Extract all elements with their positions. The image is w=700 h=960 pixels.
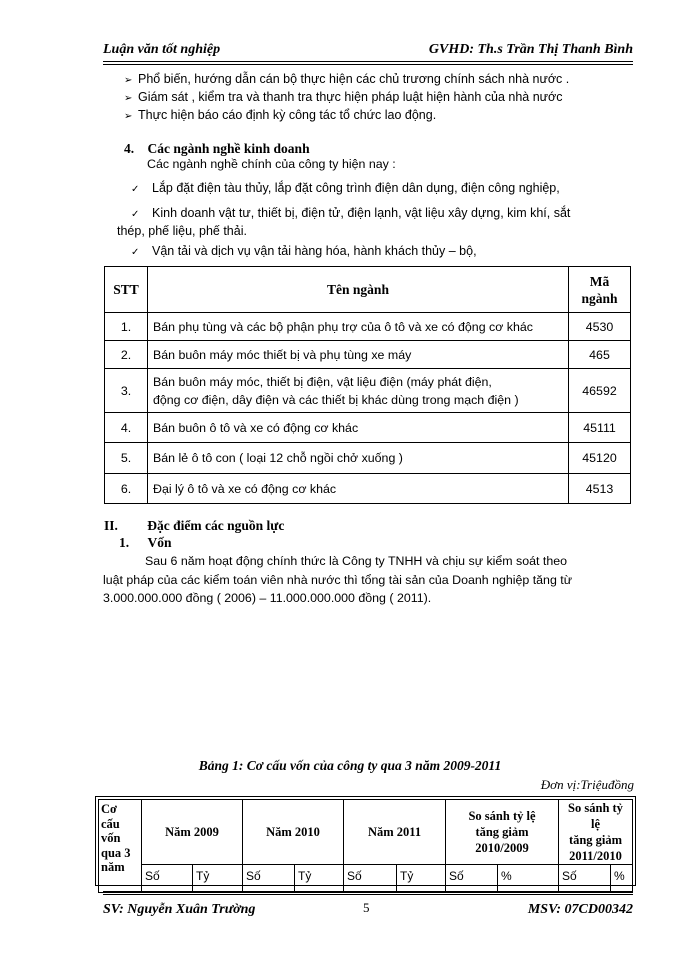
column-header-stt: STT	[105, 267, 148, 313]
capital-table-frame	[95, 796, 636, 886]
list-item: ➢ Giám sát , kiểm tra và thanh tra thực hiện pháp luật hiện hành của nhà nước	[124, 90, 563, 104]
table-row: 4. Bán buôn ô tô và xe có động cơ khác 45111	[105, 413, 631, 443]
section-heading: 4. Các ngành nghề kinh doanh	[124, 141, 310, 156]
subsection-heading: 1. Vốn	[119, 535, 172, 550]
table-row: 2. Bán buôn máy móc thiết bị và phụ tùng xe máy 465	[105, 341, 631, 369]
table-subheader-row: Số Tỷ Số Tỷ Số Tỷ Số % Số %	[99, 865, 633, 893]
table-header-row	[105, 267, 631, 313]
column-header-structure: Cơ cấu vốn qua 3 năm	[99, 800, 142, 893]
header-rule	[103, 64, 633, 65]
arrow-bullet-icon: ➢	[124, 75, 133, 86]
arrow-bullet-icon: ➢	[124, 93, 133, 104]
list-item: ➢ Phổ biến, hướng dẫn cán bộ thực hiện các chủ trương chính sách nhà nước .	[124, 72, 570, 86]
column-header-year: Năm 2009	[142, 800, 243, 865]
list-item-continuation: thép, phế liệu, phế thải.	[117, 224, 247, 238]
checkmark-icon: ✓	[131, 184, 140, 195]
table-header-row	[99, 800, 633, 865]
checkmark-icon: ✓	[131, 209, 140, 220]
table-row: 5. Bán lẻ ô tô con ( loại 12 chỗ ngồi chở xuống ) 45120	[105, 443, 631, 474]
column-header-compare: So sánh tỷ lệ tăng giảm 2010/2009	[446, 800, 559, 865]
table-row: 6. Đại lý ô tô và xe có động cơ khác 4513	[105, 474, 631, 504]
footer-student: SV: Nguyễn Xuân Trường	[103, 902, 256, 917]
arrow-bullet-icon: ➢	[124, 111, 133, 122]
industry-table	[104, 266, 631, 504]
list-item: ✓ Lắp đặt điện tàu thủy, lắp đặt công trình điện dân dụng, điện công nghiệp,	[131, 181, 560, 195]
column-header-name: Tên ngành	[148, 267, 569, 313]
section-intro: Các ngành nghề chính của công ty hiện nay :	[147, 157, 396, 171]
capital-paragraph: Sau 6 năm hoạt động chính thức là Công ty TNHH và chịu sự kiểm soát theo luật pháp của các kiểm toán viên nhà nước thì tổng tài sản của Doanh nghiệp tăng từ 3.000.000.000 đồng ( 2006) – 11.000.000.000 đồng ( 2011).	[103, 554, 573, 605]
footer-rule	[103, 894, 633, 895]
column-header-year: Năm 2010	[243, 800, 344, 865]
column-header-year: Năm 2011	[344, 800, 446, 865]
section-heading: II. Đặc điểm các nguồn lực	[104, 518, 285, 533]
table-caption: Bảng 1: Cơ cấu vốn của công ty qua 3 năm 2009-2011	[198, 758, 502, 773]
header-advisor: GVHD: Th.s Trần Thị Thanh Bình	[428, 42, 633, 57]
table-row: 3. Bán buôn máy móc, thiết bị điện, vật liệu điện (máy phát điện, động cơ điện, dây điện và các thiết bị khác dùng trong mạch điện ) 46592	[105, 369, 631, 413]
column-header-code: Mã ngành	[569, 267, 631, 313]
table-row: 1. Bán phụ tùng và các bộ phận phụ trợ của ô tô và xe có động cơ khác 4530	[105, 313, 631, 341]
checkmark-icon: ✓	[131, 247, 140, 258]
footer-rule	[103, 891, 633, 892]
header-thesis-title: Luận văn tốt nghiệp	[103, 42, 221, 57]
table-unit: Đơn vị:Triệuđồng	[540, 777, 634, 792]
capital-table	[98, 799, 633, 893]
column-header-compare: So sánh tỷ lệ tăng giảm 2011/2010	[559, 800, 633, 865]
list-item: ➢ Thực hiện báo cáo định kỳ công tác tổ chức lao động.	[124, 108, 437, 122]
list-item: ✓ Kinh doanh vật tư, thiết bị, điện tử, điện lạnh, vật liệu xây dựng, kim khí, sắt	[131, 206, 571, 220]
list-item: ✓ Vận tải và dịch vụ vận tải hàng hóa, hành khách thủy – bộ,	[131, 244, 477, 258]
header-rule	[103, 61, 633, 62]
page-number: 5	[363, 900, 370, 915]
footer-student-code: MSV: 07CD00342	[527, 902, 633, 917]
page-header	[103, 36, 633, 60]
page-footer	[103, 898, 633, 920]
